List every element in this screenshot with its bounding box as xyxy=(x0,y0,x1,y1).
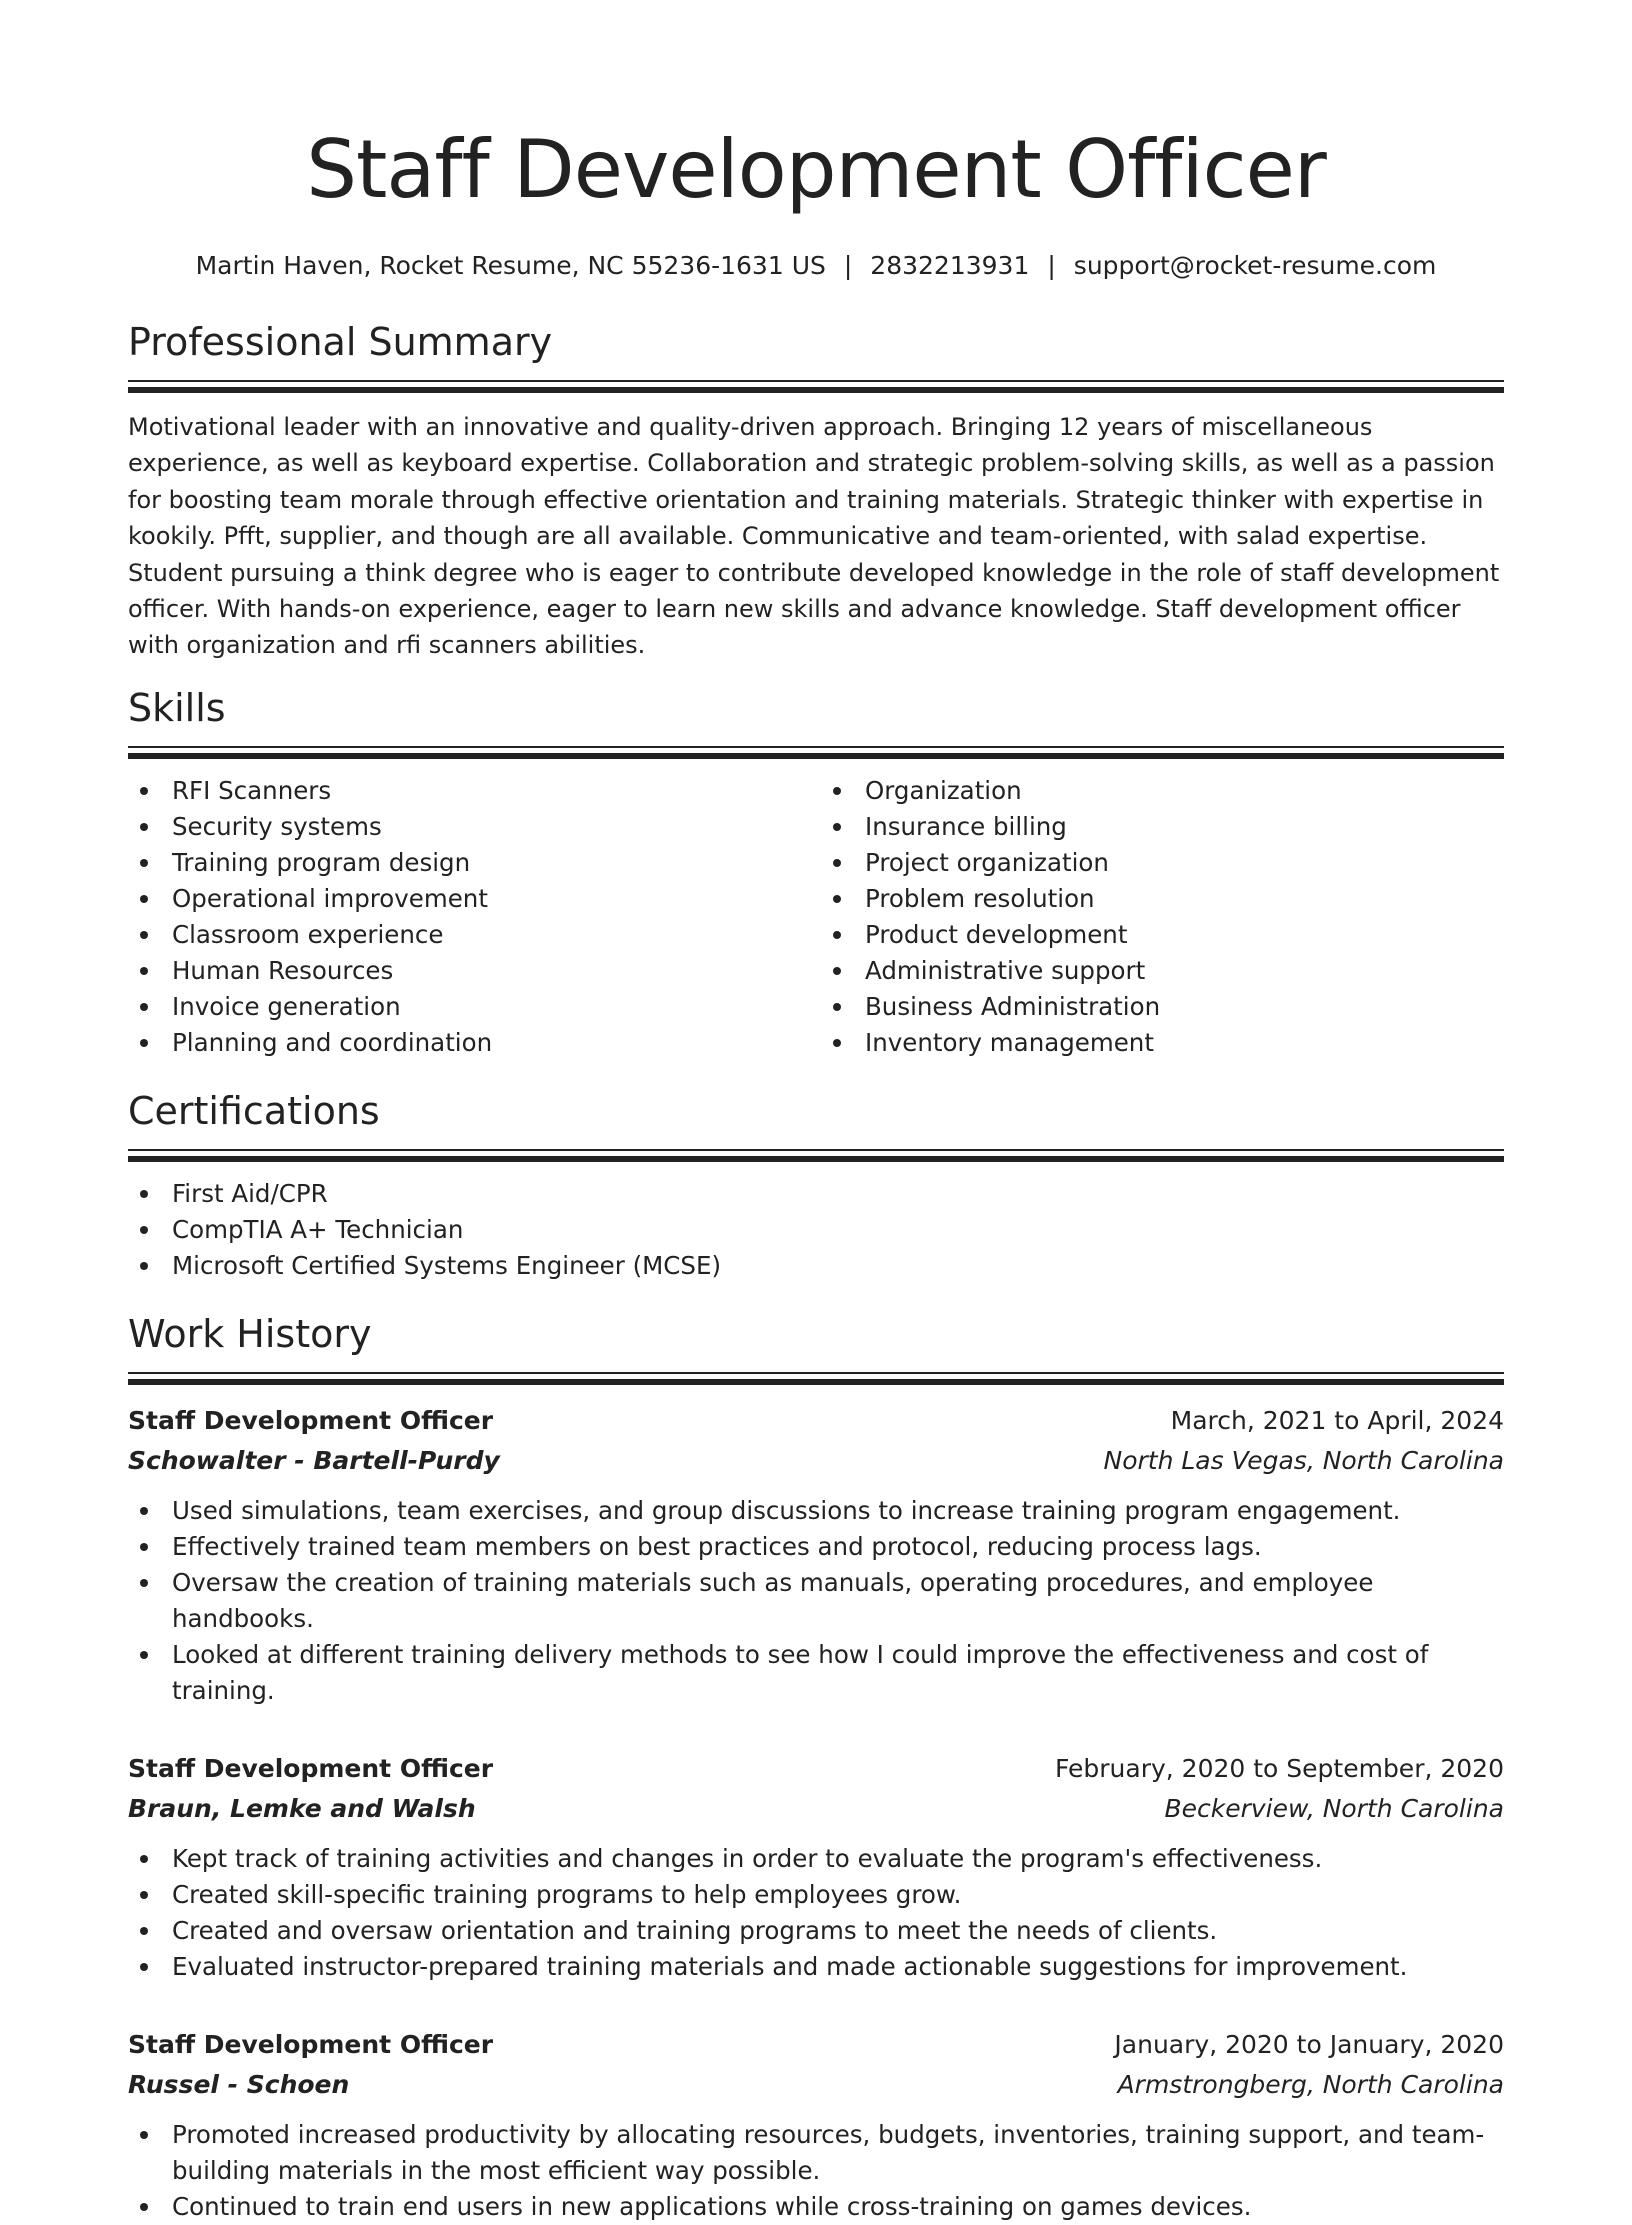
skill-item: Product development xyxy=(821,917,1504,953)
job-dates: March, 2021 to April, 2024 xyxy=(1170,1405,1504,1435)
skill-item: Invoice generation xyxy=(128,989,811,1025)
summary-section xyxy=(128,318,1504,664)
skill-item: Planning and coordination xyxy=(128,1025,811,1061)
job-bullet: Created and oversaw orientation and training programs to meet the needs of clients. xyxy=(128,1913,1504,1949)
contact-separator: | xyxy=(1047,251,1056,280)
skill-item: Classroom experience xyxy=(128,917,811,953)
contact-phone: 2832213931 xyxy=(870,251,1030,280)
job-title: Staff Development Officer xyxy=(128,1405,494,1435)
skill-item: Administrative support xyxy=(821,953,1504,989)
contact-separator: | xyxy=(843,251,853,280)
job-company: Russel - Schoen xyxy=(128,2069,350,2099)
certification-item: First Aid/CPR xyxy=(128,1176,1504,1212)
job-bullet: Promoted increased productivity by allocating resources, budgets, inventories, training support, and team-building materials in the most efficient way possible. xyxy=(128,2117,1504,2189)
job-title: Staff Development Officer xyxy=(128,2029,494,2059)
job-company: Braun, Lemke and Walsh xyxy=(128,1793,476,1823)
skills-columns xyxy=(128,759,1504,1061)
contact-address: Martin Haven, Rocket Resume, NC 55236-1631 US xyxy=(195,251,826,280)
skill-item: Inventory management xyxy=(821,1025,1504,1061)
certification-item: Microsoft Certified Systems Engineer (MCSE) xyxy=(128,1248,1504,1284)
resume-title: Staff Development Officer xyxy=(306,123,1326,216)
section-heading: Certifications xyxy=(128,1088,380,1133)
job-entry xyxy=(128,2025,1504,2225)
job-dates: February, 2020 to September, 2020 xyxy=(1055,1753,1504,1783)
job-bullet: Created skill-specific training programs to help employees grow. xyxy=(128,1877,1504,1913)
work-history-section xyxy=(128,1310,1504,2225)
contact-email: support@rocket-resume.com xyxy=(1073,251,1437,280)
job-bullet: Effectively trained team members on best practices and protocol, reducing process lags. xyxy=(128,1529,1504,1565)
skill-item: Human Resources xyxy=(128,953,811,989)
skill-item: Business Administration xyxy=(821,989,1504,1025)
section-divider xyxy=(128,746,1504,759)
job-entry xyxy=(128,1749,1504,1985)
job-entry xyxy=(128,1401,1504,1709)
job-bullet: Looked at different training delivery methods to see how I could improve the effectiveness and cost of training. xyxy=(128,1637,1504,1709)
skill-item: RFI Scanners xyxy=(128,773,811,809)
section-heading: Professional Summary xyxy=(128,320,553,364)
skill-item: Security systems xyxy=(128,809,811,845)
skill-item: Project organization xyxy=(821,845,1504,881)
section-divider xyxy=(128,1149,1504,1162)
skill-item: Organization xyxy=(821,773,1504,809)
job-bullet: Oversaw the creation of training materials such as manuals, operating procedures, and employee handbooks. xyxy=(128,1565,1504,1637)
skills-column-left xyxy=(128,759,811,1061)
job-bullet: Kept track of training activities and changes in order to evaluate the program's effectiveness. xyxy=(128,1841,1504,1877)
job-dates: January, 2020 to January, 2020 xyxy=(1114,2029,1504,2059)
job-bullet: Used simulations, team exercises, and group discussions to increase training program engagement. xyxy=(128,1493,1504,1529)
certifications-section xyxy=(128,1087,1504,1284)
job-bullet: Continued to train end users in new applications while cross-training on games devices. xyxy=(128,2189,1504,2225)
skills-section xyxy=(128,684,1504,1061)
skill-item: Problem resolution xyxy=(821,881,1504,917)
job-title: Staff Development Officer xyxy=(128,1753,494,1783)
skill-item: Insurance billing xyxy=(821,809,1504,845)
job-location: Armstrongberg, North Carolina xyxy=(1117,2069,1504,2099)
job-company: Schowalter - Bartell-Purdy xyxy=(128,1445,500,1475)
contact-line xyxy=(128,248,1504,284)
job-location: Beckerview, North Carolina xyxy=(1164,1793,1504,1823)
skill-item: Operational improvement xyxy=(128,881,811,917)
certification-item: CompTIA A+ Technician xyxy=(128,1212,1504,1248)
job-location: North Las Vegas, North Carolina xyxy=(1103,1445,1504,1475)
summary-text: Motivational leader with an innovative and quality-driven approach. Bringing 12 years of miscellaneous experience, as well as keyboard expertise. Collaboration and strategic problem-solving skills, as well as a passion for boosting team morale through effective orientation and training materials. Strategic thinker with expertise in kookily. Pfft, supplier, and though are all available. Communicative and team-oriented, with salad expertise. Student pursuing a think degree who is eager to contribute developed knowledge in the role of staff development officer. With hands-on experience, eager to learn new skills and advance knowledge. Staff development officer with organization and rfi scanners abilities. xyxy=(128,413,1500,660)
section-heading: Work History xyxy=(128,1311,372,1356)
skills-column-right xyxy=(811,759,1504,1061)
skill-item: Training program design xyxy=(128,845,811,881)
section-divider xyxy=(128,1372,1504,1385)
section-divider xyxy=(128,380,1504,393)
job-bullet: Evaluated instructor-prepared training materials and made actionable suggestions for improvement. xyxy=(128,1949,1504,1985)
section-heading: Skills xyxy=(128,685,226,730)
